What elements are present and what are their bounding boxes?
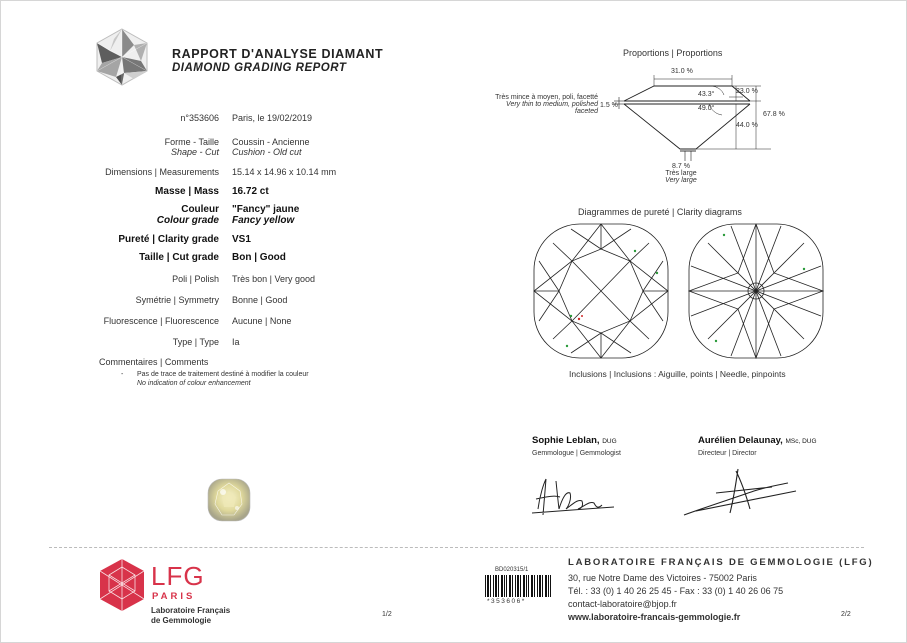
clarity-diagram-pavilion: [686, 221, 826, 361]
signature-right: [676, 463, 806, 523]
table-value: 31.0 %: [671, 68, 693, 75]
signatory-right-role: Directeur | Director: [698, 450, 757, 457]
culet-description: 8.7 % Très large Very large: [665, 163, 697, 184]
total-depth-value: 67.8 %: [763, 111, 785, 118]
signatory-left-role: Gemmologue | Gemmologist: [532, 450, 621, 457]
logo-text: LFG: [151, 561, 205, 591]
hexagon-diamond-icon: [94, 27, 150, 87]
clarity-diagram-crown: [531, 221, 671, 361]
barcode-number: *353606*: [487, 598, 526, 605]
symmetry-label: Symétrie | Symmetry: [135, 295, 219, 305]
lab-name: LABORATOIRE FRANÇAIS DE GEMMOLOGIE (LFG): [568, 557, 874, 568]
proportions-title: Proportions | Proportions: [623, 48, 723, 58]
inclusions-text: Inclusions | Inclusions : Aiguille, points | Needle, pinpoints: [569, 369, 786, 379]
report-number: n°353606: [180, 113, 219, 123]
fluorescence-value: Aucune | None: [232, 316, 292, 326]
fluorescence-label: Fluorescence | Fluorescence: [103, 316, 219, 326]
cut-label: Taille | Cut grade: [139, 252, 219, 263]
mass-value: 16.72 ct: [232, 186, 269, 197]
logo-subtitle: Laboratoire Français de Gemmologie: [151, 606, 231, 625]
shape-value: Coussin - Ancienne Cushion - Old cut: [232, 137, 310, 157]
polish-label: Poli | Polish: [172, 274, 219, 284]
footer-separator: [49, 547, 864, 548]
cushion-diamond-photo: [206, 477, 252, 523]
crown-angle-value: 43.3°: [698, 91, 715, 98]
report-title-en: DIAMOND GRADING REPORT: [172, 62, 347, 74]
logo-city: PARIS: [152, 591, 196, 602]
report-place-date: Paris, le 19/02/2019: [232, 113, 313, 123]
girdle-value: 1.5 %: [600, 102, 618, 109]
lab-email[interactable]: contact-laboratoire@bjop.fr: [568, 599, 677, 609]
page-number-right: 2/2: [841, 611, 851, 618]
type-value: Ia: [232, 337, 240, 347]
crown-height-value: 23.0 %: [736, 88, 758, 95]
polish-value: Très bon | Very good: [232, 274, 316, 284]
report-title-fr: RAPPORT D'ANALYSE DIAMANT: [172, 47, 384, 61]
lab-address: 30, rue Notre Dame des Victoires - 75002 Paris: [568, 573, 757, 583]
pavilion-depth-value: 44.0 %: [736, 122, 758, 129]
colour-label: Couleur Colour grade: [156, 204, 219, 226]
girdle-description: Très mince à moyen, poli, facetté Very thin to medium, polished faceted: [495, 94, 598, 115]
clarity-diagrams-title: Diagrammes de pureté | Clarity diagrams: [578, 207, 742, 217]
dimensions-label: Dimensions | Measurements: [105, 167, 219, 177]
lab-phone: Tél. : 33 (0) 1 40 26 25 45 - Fax : 33 (0) 1 40 26 06 75: [568, 586, 784, 596]
comment-en: No indication of colour enhancement: [137, 380, 251, 387]
comment-fr: Pas de trace de traitement destiné à modifier la couleur: [137, 371, 309, 378]
cut-value: Bon | Good: [232, 252, 286, 263]
pavilion-angle-value: 49.0°: [698, 105, 715, 112]
clarity-value: VS1: [232, 234, 251, 245]
comment-bullet: -: [121, 371, 124, 378]
lfg-logo-icon: [97, 557, 147, 613]
colour-value: "Fancy" jaune Fancy yellow: [232, 204, 300, 226]
signature-left: [526, 469, 621, 524]
lab-website[interactable]: www.laboratoire-francais-gemmologie.fr: [568, 612, 741, 622]
mass-label: Masse | Mass: [155, 186, 219, 197]
type-label: Type | Type: [172, 337, 219, 347]
shape-label: Forme - Taille Shape - Cut: [164, 137, 219, 157]
comments-label: Commentaires | Comments: [99, 357, 209, 367]
dimensions-value: 15.14 x 14.96 x 10.14 mm: [232, 167, 337, 177]
symmetry-value: Bonne | Good: [232, 295, 288, 305]
signatory-right-name: Aurélien Delaunay, MSc, DUG: [698, 435, 817, 446]
clarity-label: Pureté | Clarity grade: [118, 234, 219, 245]
barcode-id: BD020315/1: [495, 567, 529, 573]
signatory-left-name: Sophie Leblan, DUG: [532, 435, 617, 446]
barcode-icon: [485, 575, 551, 597]
page-number-left: 1/2: [382, 611, 392, 618]
